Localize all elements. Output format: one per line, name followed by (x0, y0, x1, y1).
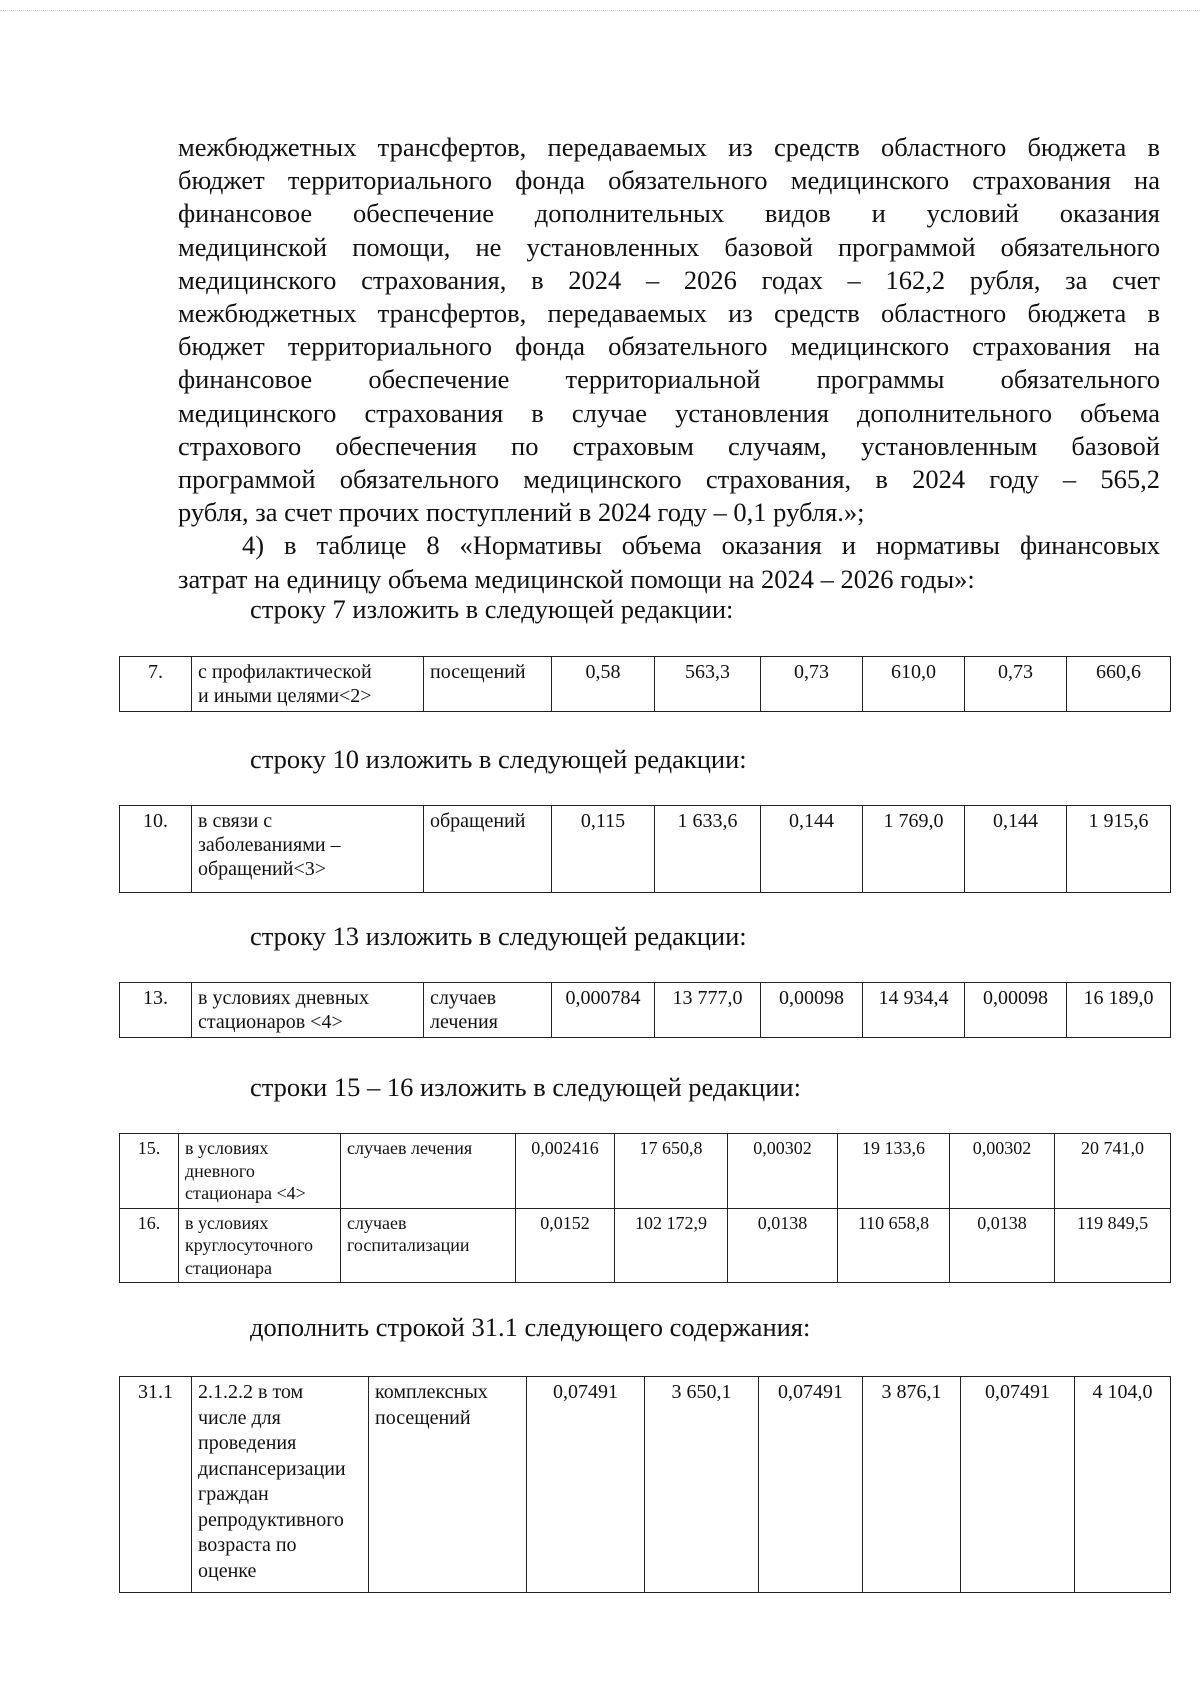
row-number-cell: 31.1 (120, 1377, 192, 1593)
indicator-name-cell: в условиях круглосуточного стационара (179, 1208, 341, 1283)
text-line: межбюджетных трансфертов, передаваемых из средств областного бюджета в (178, 298, 1160, 329)
table-row (120, 806, 1171, 893)
cost-2025-cell: 1 769,0 (863, 806, 965, 893)
table-row-13 (119, 982, 1171, 1038)
table-row-10 (119, 805, 1171, 893)
volume-2024-cell: 0,0152 (516, 1208, 615, 1283)
table-row-7 (119, 656, 1171, 712)
cost-2025-cell: 110 658,8 (838, 1208, 950, 1283)
cost-2024-cell: 17 650,8 (615, 1134, 728, 1209)
unit-cell: посещений (424, 657, 552, 712)
cost-2026-cell: 20 741,0 (1055, 1134, 1171, 1209)
row-number-cell: 10. (120, 806, 192, 893)
volume-2026-cell: 0,73 (965, 657, 1067, 712)
cost-2026-cell: 16 189,0 (1067, 983, 1171, 1038)
table-rows-15-16 (119, 1133, 1171, 1283)
volume-2025-cell: 0,144 (761, 806, 863, 893)
text-line: бюджет территориального фонда обязательного медицинского страхования на (178, 165, 1160, 196)
indicator-name-cell: с профилактической и иными целями<2> (192, 657, 424, 712)
cost-2025-cell: 610,0 (863, 657, 965, 712)
row-number-cell: 13. (120, 983, 192, 1038)
indicator-name-cell: 2.1.2.2 в том числе для проведения диспансеризации граждан репродуктивного возраста по оценке (192, 1377, 369, 1593)
table-row (120, 983, 1171, 1038)
instruction-rows-15-16: строки 15 – 16 изложить в следующей редакции: (250, 1072, 801, 1102)
cost-2025-cell: 3 876,1 (863, 1377, 961, 1593)
volume-2025-cell: 0,07491 (759, 1377, 863, 1593)
cost-2024-cell: 563,3 (655, 657, 761, 712)
cost-2026-cell: 4 104,0 (1075, 1377, 1171, 1593)
cost-2024-cell: 1 633,6 (655, 806, 761, 893)
volume-2025-cell: 0,00098 (761, 983, 863, 1038)
instruction-row-7: строку 7 изложить в следующей редакции: (250, 594, 734, 624)
text-line: бюджет территориального фонда обязательного медицинского страхования на (178, 331, 1160, 362)
unit-cell: комплексных посещений (369, 1377, 527, 1593)
instruction-row-10: строку 10 изложить в следующей редакции: (250, 744, 747, 774)
text-line: медицинской помощи, не установленных базовой программой обязательного (178, 231, 1160, 262)
row-number-cell: 16. (120, 1208, 179, 1283)
table-row (120, 1208, 1171, 1283)
volume-2024-cell: 0,000784 (552, 983, 655, 1038)
instruction-row-31-1: дополнить строкой 31.1 следующего содержания: (250, 1312, 811, 1342)
volume-2026-cell: 0,144 (965, 806, 1067, 893)
text-line: страхового обеспечения по страховым случаям, установленным базовой (178, 430, 1160, 461)
cost-2025-cell: 19 133,6 (838, 1134, 950, 1209)
volume-2026-cell: 0,07491 (961, 1377, 1075, 1593)
table-row (120, 1377, 1171, 1593)
volume-2024-cell: 0,07491 (527, 1377, 645, 1593)
volume-2026-cell: 0,00098 (965, 983, 1067, 1038)
cost-2026-cell: 1 915,6 (1067, 806, 1171, 893)
cost-2026-cell: 660,6 (1067, 657, 1171, 712)
volume-2025-cell: 0,0138 (728, 1208, 838, 1283)
text-line: затрат на единицу объема медицинской помощи на 2024 – 2026 годы»: (178, 563, 975, 594)
unit-cell: обращений (424, 806, 552, 893)
volume-2024-cell: 0,002416 (516, 1134, 615, 1209)
body-paragraph (178, 131, 1160, 596)
cost-2026-cell: 119 849,5 (1055, 1208, 1171, 1283)
indicator-name-cell: в условиях дневного стационара <4> (179, 1134, 341, 1209)
cost-2025-cell: 14 934,4 (863, 983, 965, 1038)
volume-2024-cell: 0,115 (552, 806, 655, 893)
instruction-row-13: строку 13 изложить в следующей редакции: (250, 921, 747, 951)
volume-2026-cell: 0,0138 (950, 1208, 1055, 1283)
cost-2024-cell: 13 777,0 (655, 983, 761, 1038)
cost-2024-cell: 3 650,1 (645, 1377, 759, 1593)
indicator-name-cell: в связи с заболеваниями – обращений<3> (192, 806, 424, 893)
text-line: медицинского страхования, в 2024 – 2026 годах – 162,2 рубля, за счет (178, 264, 1160, 295)
text-line: программой обязательного медицинского страхования, в 2024 году – 565,2 (178, 464, 1160, 495)
text-line: рубля, за счет прочих поступлений в 2024 году – 0,1 рубля.»; (178, 497, 865, 528)
text-line: финансовое обеспечение дополнительных видов и условий оказания (178, 198, 1160, 229)
text-line: 4) в таблице 8 «Нормативы объема оказания и нормативы финансовых (242, 530, 1160, 561)
cost-2024-cell: 102 172,9 (615, 1208, 728, 1283)
unit-cell: случаев госпитализации (341, 1208, 516, 1283)
volume-2024-cell: 0,58 (552, 657, 655, 712)
table-row-31-1 (119, 1376, 1171, 1593)
row-number-cell: 15. (120, 1134, 179, 1209)
indicator-name-cell: в условиях дневных стационаров <4> (192, 983, 424, 1038)
unit-cell: случаев лечения (424, 983, 552, 1038)
table-row (120, 657, 1171, 712)
unit-cell: случаев лечения (341, 1134, 516, 1209)
volume-2026-cell: 0,00302 (950, 1134, 1055, 1209)
scan-top-edge (0, 10, 1200, 11)
volume-2025-cell: 0,00302 (728, 1134, 838, 1209)
row-number-cell: 7. (120, 657, 192, 712)
text-line: медицинского страхования в случае установления дополнительного объема (178, 397, 1160, 428)
text-line: финансовое обеспечение территориальной программы обязательного (178, 364, 1160, 395)
text-line: межбюджетных трансфертов, передаваемых из средств областного бюджета в (178, 132, 1160, 162)
volume-2025-cell: 0,73 (761, 657, 863, 712)
table-row (120, 1134, 1171, 1209)
